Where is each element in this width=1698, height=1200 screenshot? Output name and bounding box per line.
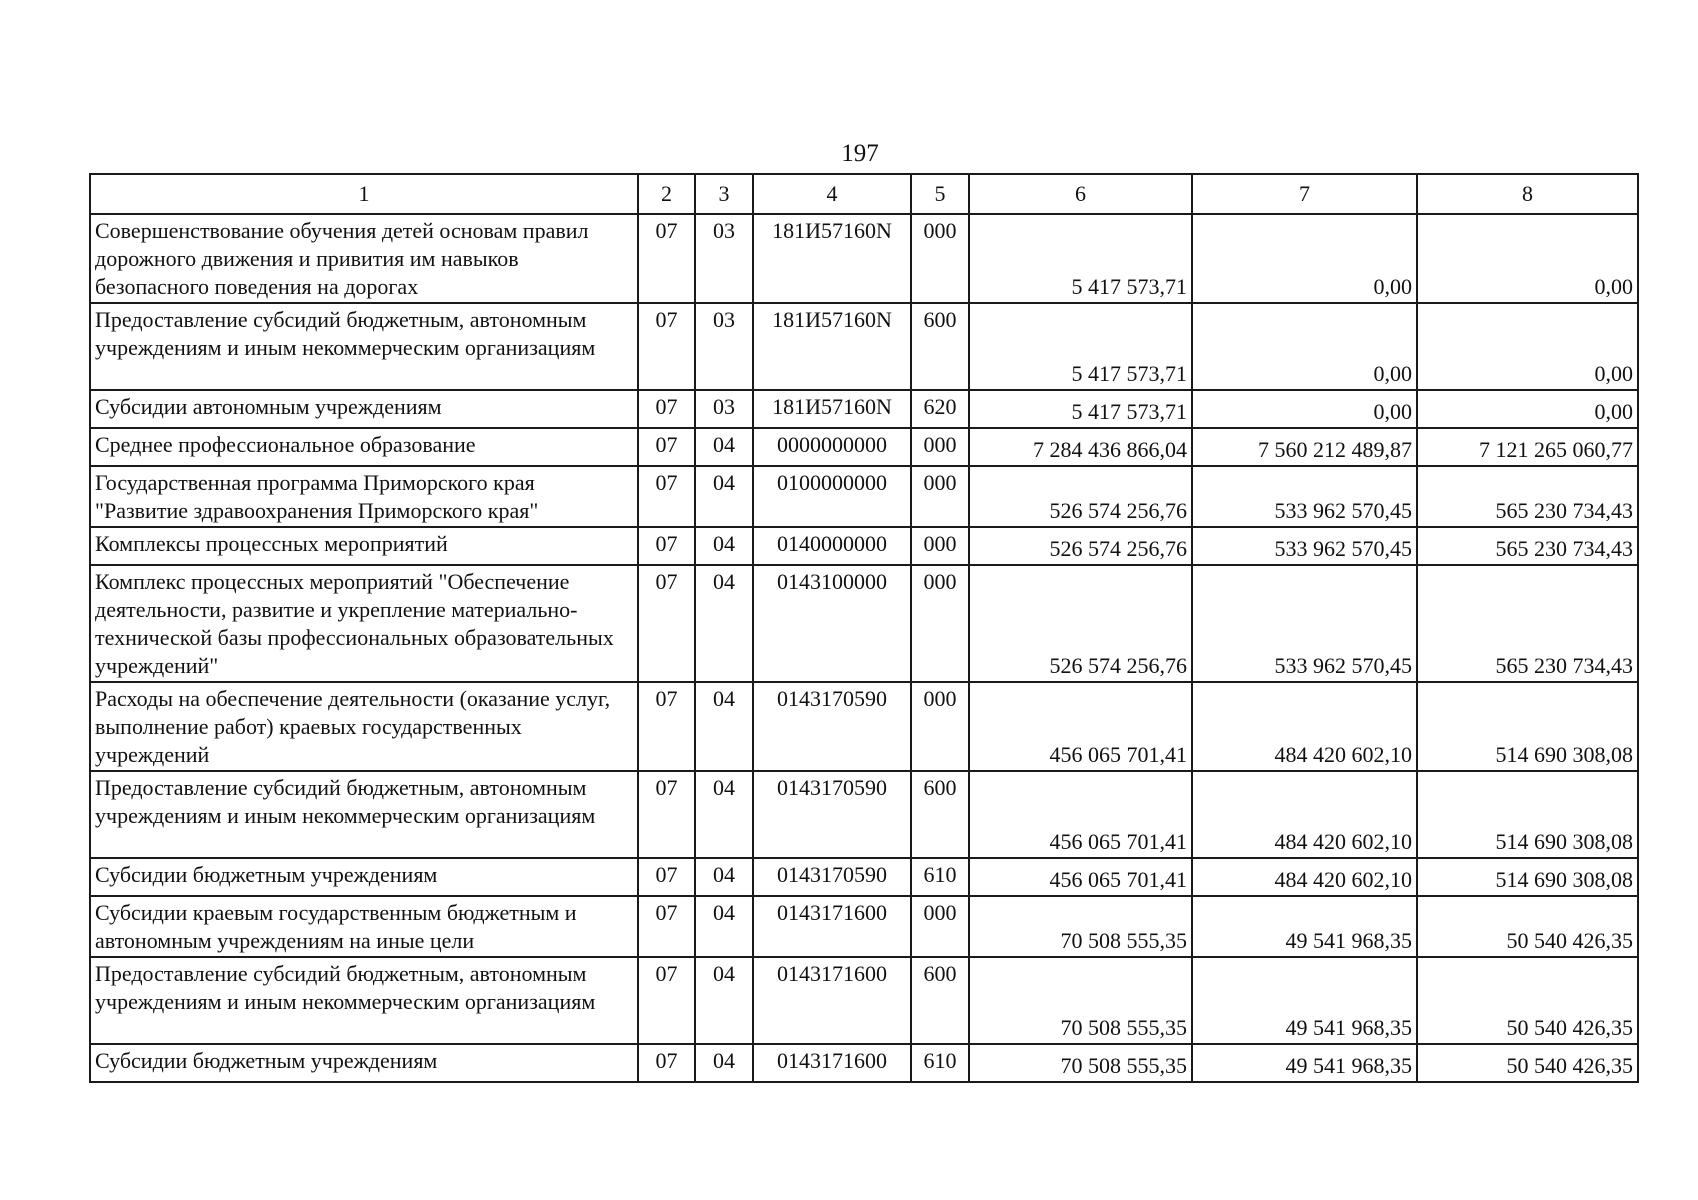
row-subsection: 04: [695, 858, 753, 896]
row-expense-type: 600: [911, 957, 969, 1044]
row-amount-8: 565 230 734,43: [1417, 527, 1638, 565]
row-subsection: 04: [695, 428, 753, 466]
row-amount-8: 0,00: [1417, 390, 1638, 428]
table-row: [90, 1044, 1638, 1082]
row-amount-8: 50 540 426,35: [1417, 957, 1638, 1044]
row-amount-6: 5 417 573,71: [969, 390, 1192, 428]
table-row: [90, 896, 1638, 957]
row-amount-6: 456 065 701,41: [969, 858, 1192, 896]
table-row: [90, 428, 1638, 466]
row-target-code: 0100000000: [753, 466, 911, 527]
row-amount-7: 484 420 602,10: [1192, 771, 1417, 858]
table-row: [90, 682, 1638, 771]
header-cell-7: 7: [1192, 174, 1417, 214]
row-target-code: 181И57160N: [753, 303, 911, 390]
row-target-code: 0140000000: [753, 527, 911, 565]
row-amount-6: 526 574 256,76: [969, 466, 1192, 527]
row-expense-type: 000: [911, 682, 969, 771]
row-section: 07: [638, 771, 695, 858]
header-cell-5: 5: [911, 174, 969, 214]
row-target-code: 0143171600: [753, 957, 911, 1044]
row-amount-8: 0,00: [1417, 303, 1638, 390]
row-name: Субсидии бюджетным учреждениям: [90, 858, 638, 896]
row-expense-type: 000: [911, 428, 969, 466]
row-expense-type: 000: [911, 214, 969, 303]
row-amount-8: 50 540 426,35: [1417, 896, 1638, 957]
row-target-code: 0143170590: [753, 682, 911, 771]
row-expense-type: 610: [911, 1044, 969, 1082]
row-expense-type: 000: [911, 527, 969, 565]
row-name: Предоставление субсидий бюджетным, автономным учреждениям и иным некоммерческим организациям: [90, 957, 638, 1044]
row-amount-6: 7 284 436 866,04: [969, 428, 1192, 466]
row-target-code: 0143171600: [753, 1044, 911, 1082]
row-subsection: 03: [695, 390, 753, 428]
header-cell-4: 4: [753, 174, 911, 214]
row-amount-6: 5 417 573,71: [969, 214, 1192, 303]
row-section: 07: [638, 682, 695, 771]
row-name: Субсидии бюджетным учреждениям: [90, 1044, 638, 1082]
table-row: [90, 214, 1638, 303]
row-section: 07: [638, 214, 695, 303]
row-subsection: 04: [695, 682, 753, 771]
row-name: Субсидии автономным учреждениям: [90, 390, 638, 428]
row-target-code: 0143170590: [753, 858, 911, 896]
row-subsection: 04: [695, 771, 753, 858]
row-expense-type: 600: [911, 303, 969, 390]
row-amount-8: 514 690 308,08: [1417, 771, 1638, 858]
row-subsection: 04: [695, 466, 753, 527]
row-amount-7: 533 962 570,45: [1192, 527, 1417, 565]
row-amount-8: 50 540 426,35: [1417, 1044, 1638, 1082]
row-expense-type: 620: [911, 390, 969, 428]
row-amount-6: 70 508 555,35: [969, 896, 1192, 957]
row-target-code: 181И57160N: [753, 214, 911, 303]
row-amount-8: 514 690 308,08: [1417, 682, 1638, 771]
row-amount-6: 70 508 555,35: [969, 1044, 1192, 1082]
row-name: Предоставление субсидий бюджетным, автономным учреждениям и иным некоммерческим организациям: [90, 771, 638, 858]
row-amount-8: 565 230 734,43: [1417, 466, 1638, 527]
row-target-code: 181И57160N: [753, 390, 911, 428]
row-subsection: 04: [695, 896, 753, 957]
row-subsection: 04: [695, 1044, 753, 1082]
row-name: Совершенствование обучения детей основам правил дорожного движения и привития им навыков безопасного поведения на дорогах: [90, 214, 638, 303]
header-cell-1: 1: [90, 174, 638, 214]
header-cell-8: 8: [1417, 174, 1638, 214]
row-amount-8: 0,00: [1417, 214, 1638, 303]
row-amount-7: 484 420 602,10: [1192, 682, 1417, 771]
row-amount-6: 456 065 701,41: [969, 771, 1192, 858]
table-row: [90, 466, 1638, 527]
row-amount-6: 526 574 256,76: [969, 527, 1192, 565]
row-expense-type: 600: [911, 771, 969, 858]
row-section: 07: [638, 428, 695, 466]
row-expense-type: 000: [911, 896, 969, 957]
header-cell-2: 2: [638, 174, 695, 214]
row-amount-6: 70 508 555,35: [969, 957, 1192, 1044]
row-amount-6: 5 417 573,71: [969, 303, 1192, 390]
row-amount-7: 7 560 212 489,87: [1192, 428, 1417, 466]
row-amount-7: 0,00: [1192, 214, 1417, 303]
row-amount-7: 49 541 968,35: [1192, 896, 1417, 957]
row-section: 07: [638, 303, 695, 390]
table-row: [90, 390, 1638, 428]
budget-table: [89, 173, 1639, 1083]
row-target-code: 0143171600: [753, 896, 911, 957]
table-row: [90, 527, 1638, 565]
row-amount-6: 456 065 701,41: [969, 682, 1192, 771]
row-amount-7: 0,00: [1192, 303, 1417, 390]
row-target-code: 0143170590: [753, 771, 911, 858]
row-subsection: 04: [695, 957, 753, 1044]
row-name: Государственная программа Приморского края "Развитие здравоохранения Приморского края": [90, 466, 638, 527]
row-subsection: 03: [695, 214, 753, 303]
row-section: 07: [638, 466, 695, 527]
row-section: 07: [638, 390, 695, 428]
table-row: [90, 957, 1638, 1044]
row-expense-type: 000: [911, 466, 969, 527]
row-target-code: 0000000000: [753, 428, 911, 466]
row-expense-type: 610: [911, 858, 969, 896]
row-amount-7: 484 420 602,10: [1192, 858, 1417, 896]
row-section: 07: [638, 565, 695, 682]
row-section: 07: [638, 957, 695, 1044]
row-subsection: 03: [695, 303, 753, 390]
row-name: Субсидии краевым государственным бюджетным и автономным учреждениям на иные цели: [90, 896, 638, 957]
row-name: Среднее профессиональное образование: [90, 428, 638, 466]
table-row: [90, 858, 1638, 896]
table-header-row: [90, 174, 1638, 214]
header-cell-6: 6: [969, 174, 1192, 214]
row-expense-type: 000: [911, 565, 969, 682]
row-amount-7: 533 962 570,45: [1192, 565, 1417, 682]
row-section: 07: [638, 896, 695, 957]
table-row: [90, 565, 1638, 682]
row-amount-8: 514 690 308,08: [1417, 858, 1638, 896]
row-section: 07: [638, 858, 695, 896]
row-amount-7: 49 541 968,35: [1192, 957, 1417, 1044]
row-target-code: 0143100000: [753, 565, 911, 682]
row-amount-7: 0,00: [1192, 390, 1417, 428]
table-row: [90, 303, 1638, 390]
row-section: 07: [638, 527, 695, 565]
row-amount-7: 49 541 968,35: [1192, 1044, 1417, 1082]
row-subsection: 04: [695, 527, 753, 565]
header-cell-3: 3: [695, 174, 753, 214]
row-name: Комплекс процессных мероприятий "Обеспечение деятельности, развитие и укрепление материально-технической базы профессиональных образовательных учреждений": [90, 565, 638, 682]
row-name: Предоставление субсидий бюджетным, автономным учреждениям и иным некоммерческим организациям: [90, 303, 638, 390]
row-section: 07: [638, 1044, 695, 1082]
row-amount-8: 565 230 734,43: [1417, 565, 1638, 682]
row-name: Комплексы процессных мероприятий: [90, 527, 638, 565]
row-subsection: 04: [695, 565, 753, 682]
page-number: 197: [841, 140, 879, 167]
row-name: Расходы на обеспечение деятельности (оказание услуг, выполнение работ) краевых государственных учреждений: [90, 682, 638, 771]
table-row: [90, 771, 1638, 858]
row-amount-8: 7 121 265 060,77: [1417, 428, 1638, 466]
row-amount-7: 533 962 570,45: [1192, 466, 1417, 527]
row-amount-6: 526 574 256,76: [969, 565, 1192, 682]
